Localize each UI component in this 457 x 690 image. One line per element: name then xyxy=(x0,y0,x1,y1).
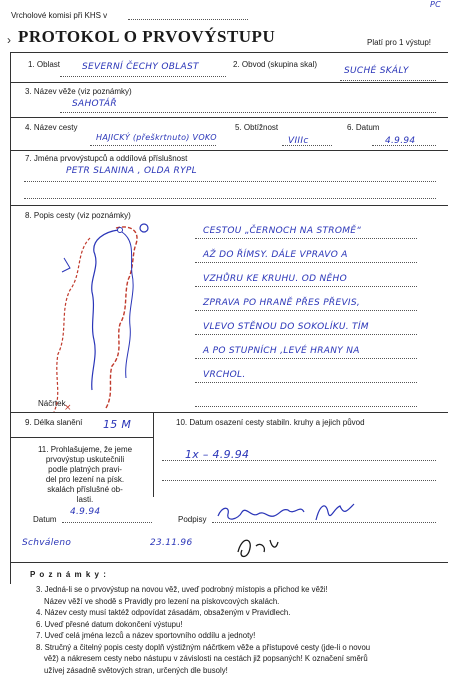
field-10-value: 1x – 4.9.94 xyxy=(185,448,250,461)
description-line: ZPRAVA PO HRANĚ PŘES PŘEVIS, xyxy=(203,298,361,308)
field-7-line xyxy=(24,181,436,182)
row-divider xyxy=(10,117,448,118)
field-5-value: VIIIc xyxy=(288,136,309,146)
field-1-value: SEVERNÍ ČECHY OBLAST xyxy=(82,62,199,72)
field-10-line xyxy=(162,480,436,481)
field-2-value: SUCHÉ SKÁLY xyxy=(344,66,409,76)
field-6-value: 4.9.94 xyxy=(385,136,416,146)
note-item: 7. Uveď celá jména lezců a název sportovního oddílu a jednoty! xyxy=(36,631,256,640)
declaration-line: prvovýstup uskutečnili xyxy=(45,455,125,464)
note-item: 4. Název cesty musí taktéž odpovídat zásadám, obsaženým v Pravidlech. xyxy=(36,608,291,617)
route-line xyxy=(54,238,90,412)
description-line: VRCHOL. xyxy=(203,370,246,380)
approval-signature xyxy=(232,532,282,562)
field-6-line xyxy=(372,145,436,146)
row-divider xyxy=(10,82,448,83)
row-divider xyxy=(10,205,448,206)
field-10-label: 10. Datum osazení cesty stabiln. kruhy a jejich původ xyxy=(176,418,365,427)
field-10-line xyxy=(162,460,436,461)
start-mark-icon: × xyxy=(64,403,72,413)
copies-note: Platí pro 1 výstup! xyxy=(367,38,432,47)
date-value: 4.9.94 xyxy=(70,507,101,517)
declaration-text xyxy=(20,445,150,505)
received-label: Schváleno xyxy=(22,538,72,548)
description-rule xyxy=(195,310,417,311)
field-2-line xyxy=(340,80,436,81)
row-divider xyxy=(10,412,448,413)
field-7-label: 7. Jména prvovýstupců a oddílová příslušnost xyxy=(25,154,188,163)
row-divider xyxy=(10,150,448,151)
field-1-label: 1. Oblast xyxy=(28,60,61,69)
notes-list xyxy=(36,584,370,676)
declaration-line: podle platných pravi- xyxy=(48,465,122,474)
field-9-label: 9. Délka slanění xyxy=(25,418,83,427)
description-rule xyxy=(195,334,417,335)
note-item: užívej zásadně světových stran, určených dle busoly! xyxy=(44,665,228,675)
description-line: A PO STUPNÍCH ,LEVÉ HRANY NA xyxy=(203,346,360,356)
description-line: VLEVO STĚNOU DO SOKOLÍKU. TÍM xyxy=(203,322,369,332)
note-item: věž) a nákresem cesty nebo nástupu v závislosti na cestách již popsaných! K označení směrů xyxy=(44,654,368,663)
note-item: 3. Jedná-li se o prvovýstup na novou věž, uveď podrobný místopis a přichod ke věži! xyxy=(36,585,328,594)
field-3-line xyxy=(60,112,436,113)
ring-icon xyxy=(140,224,148,232)
declaration-line: lasti. xyxy=(76,495,94,504)
field-5-label: 5. Obtížnost xyxy=(235,123,279,132)
declaration-line: skalách příslušné ob- xyxy=(47,485,123,494)
date-label: Datum xyxy=(33,515,57,524)
field-3-label: 3. Název věže (viz poznámky) xyxy=(25,87,132,96)
field-7-value: PETR SLANINA , OLDA RYPL xyxy=(66,166,197,176)
field-1-line xyxy=(60,76,226,77)
route-line xyxy=(106,227,137,408)
signature-2 xyxy=(316,504,354,520)
corner-tick-icon: › xyxy=(7,33,11,47)
signatures xyxy=(212,498,358,528)
field-2-label: 2. Obvod (skupina skal) xyxy=(233,60,318,69)
row-divider xyxy=(10,437,153,438)
approval-signature-path xyxy=(238,540,278,557)
route-sketch xyxy=(20,218,180,418)
frame-top-border xyxy=(10,52,448,53)
ring-icon xyxy=(118,228,123,233)
field-4-value: HAJICKÝ (přeškrtnuto) VOKO xyxy=(96,133,217,142)
committee-line xyxy=(128,19,248,20)
description-line: AŽ DO ŘÍMSY. DÁLE VPRAVO A xyxy=(203,250,348,260)
field-4-label: 4. Název cesty xyxy=(25,123,78,132)
field-3-value: SAHOTÁŘ xyxy=(72,99,117,109)
description-line: VZHŮRU KE KRUHU. OD NĚHO xyxy=(203,274,347,284)
tower-outline xyxy=(92,230,118,390)
row-divider xyxy=(10,562,448,563)
note-item: Název věží ve shodě s Pravidly pro lezení na pískovcových skalách. xyxy=(44,596,280,606)
signatures-line xyxy=(212,522,436,523)
page-title: PROTOKOL O PRVOVÝSTUPU xyxy=(18,27,276,46)
sketch-label: Náčrtek xyxy=(38,399,66,408)
description-rule xyxy=(195,286,417,287)
note-item: 8. Stručný a čitelný popis cesty doplň výstižným náčrtkem věže a přístupové cesty (jde-li o novou xyxy=(36,642,371,652)
description-rule xyxy=(195,406,417,407)
field-7-line xyxy=(24,198,436,199)
field-8-label: 8. Popis cesty (viz poznámky) xyxy=(25,211,131,220)
committee-label: Vrcholové komisi při KHS v xyxy=(11,11,108,20)
field-5-line xyxy=(282,145,332,146)
description-rule xyxy=(195,262,417,263)
field-6-label: 6. Datum xyxy=(347,123,380,132)
description-rule xyxy=(195,358,417,359)
description-rule xyxy=(195,238,417,239)
arrow-icon xyxy=(62,258,70,272)
field-4-line xyxy=(90,145,216,146)
column-divider xyxy=(153,412,154,497)
date-line xyxy=(62,522,152,523)
note-item: 6. Uveď přesné datum dokončení výstupu! xyxy=(36,619,183,629)
corner-mark: PC xyxy=(430,0,442,9)
signatures-label: Podpisy xyxy=(178,515,207,524)
declaration-line: del pro lezení na písk. xyxy=(45,475,125,484)
description-rule xyxy=(195,382,417,383)
description-line: CESTOU „ČERNOCH NA STROMĚ“ xyxy=(203,226,362,236)
notes-heading: P o z n á m k y : xyxy=(30,570,107,579)
signature-1 xyxy=(218,508,304,519)
frame-left-border xyxy=(10,52,11,584)
declaration-line: 11. Prohlašujeme, že jeme xyxy=(37,445,133,454)
field-9-value: 15 M xyxy=(103,418,132,431)
tower-outline xyxy=(122,232,133,378)
received-date: 23.11.96 xyxy=(150,538,193,548)
